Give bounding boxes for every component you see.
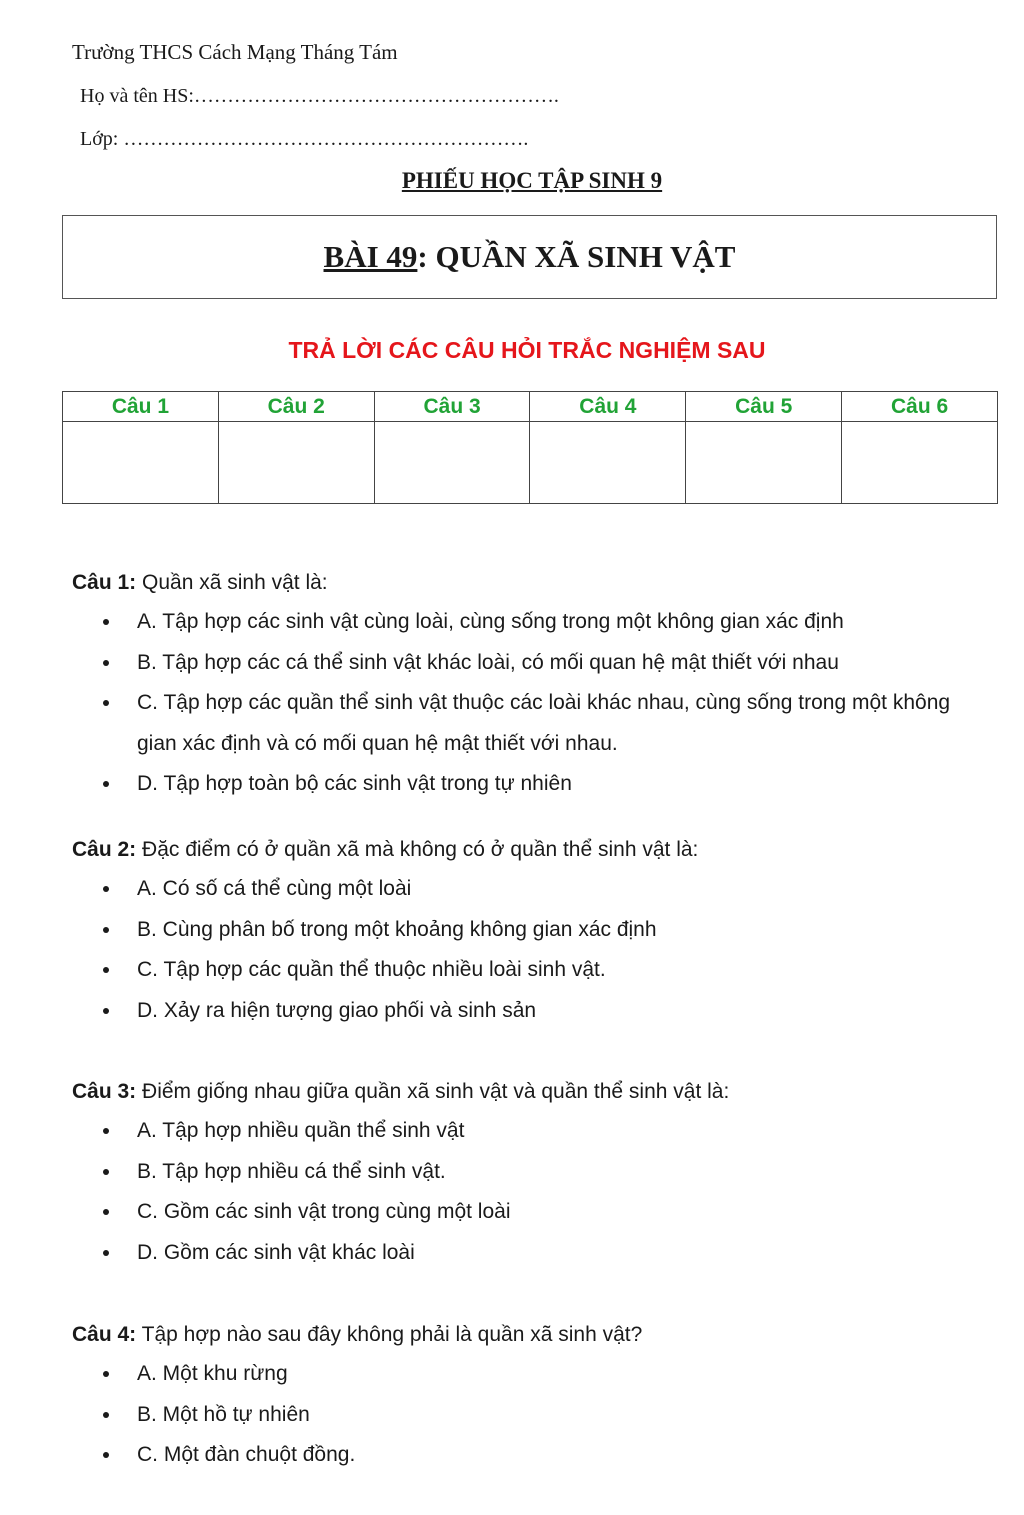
bullet-icon — [103, 886, 109, 892]
option-text: D. Xảy ra hiện tượng giao phối và sinh sản — [137, 998, 537, 1022]
bullet-icon — [103, 1169, 109, 1175]
question-3 — [72, 1079, 992, 1273]
lesson-title-box — [62, 215, 997, 299]
question-stem — [72, 1322, 992, 1348]
bullet-icon — [103, 1250, 109, 1256]
question-stem — [72, 570, 992, 596]
option-item — [72, 1192, 992, 1233]
bullet-icon — [103, 619, 109, 625]
option-item — [72, 910, 992, 951]
option-text: C. Một đàn chuột đồng. — [137, 1443, 356, 1466]
answer-cell[interactable] — [530, 422, 686, 504]
option-text: C. Gồm các sinh vật trong cùng một loài — [137, 1200, 511, 1223]
question-4 — [72, 1322, 992, 1476]
option-text: D. Gồm các sinh vật khác loài — [137, 1240, 415, 1264]
option-text: A. Tập hợp các sinh vật cùng loài, cùng sống trong một không gian xác định — [137, 610, 844, 633]
option-item — [72, 950, 992, 991]
answer-table — [62, 391, 998, 504]
option-item — [72, 1233, 992, 1274]
student-name-field — [80, 85, 559, 108]
option-list — [72, 1111, 992, 1273]
answer-header-cell: Câu 4 — [530, 392, 686, 422]
option-text: B. Một hồ tự nhiên — [137, 1402, 310, 1426]
question-stem — [72, 837, 992, 863]
option-text: A. Có số cá thể cùng một loài — [137, 877, 412, 900]
lesson-number: BÀI 49 — [323, 239, 418, 274]
option-item — [72, 602, 992, 643]
bullet-icon — [103, 1371, 109, 1377]
option-item — [72, 1395, 992, 1436]
answer-table-header-row — [63, 392, 998, 422]
option-text: B. Cùng phân bố trong một khoảng không gian xác định — [137, 917, 657, 941]
class-field — [80, 128, 528, 151]
question-text: Đặc điểm có ở quần xã mà không có ở quần thể sinh vật là: — [136, 838, 699, 861]
option-list — [72, 1354, 992, 1476]
answer-table-row — [63, 422, 998, 504]
question-label: Câu 1: — [72, 571, 137, 594]
question-label: Câu 4: — [72, 1323, 137, 1346]
bullet-icon — [103, 1209, 109, 1215]
answer-header-cell: Câu 2 — [218, 392, 374, 422]
option-item — [72, 643, 992, 684]
option-item — [72, 1354, 992, 1395]
option-item — [72, 869, 992, 910]
question-text: Điểm giống nhau giữa quần xã sinh vật và quần thể sinh vật là: — [136, 1080, 730, 1103]
option-item — [72, 1152, 992, 1193]
answer-cell[interactable] — [63, 422, 219, 504]
answer-header-cell: Câu 5 — [686, 392, 842, 422]
answer-cell[interactable] — [374, 422, 530, 504]
question-text: Tập hợp nào sau đây không phải là quần xã sinh vật? — [136, 1323, 643, 1346]
option-item — [72, 991, 992, 1032]
class-label: Lớp: — [80, 128, 119, 150]
question-label: Câu 3: — [72, 1080, 137, 1103]
answer-cell[interactable] — [842, 422, 998, 504]
lesson-topic: : QUẦN XÃ SINH VẬT — [417, 239, 736, 274]
bullet-icon — [103, 1412, 109, 1418]
option-text: C. Tập hợp các quần thể thuộc nhiều loài sinh vật. — [137, 958, 606, 981]
option-text: C. Tập hợp các quần thể sinh vật thuộc các loài khác nhau, cùng sống trong một không gian xác định và có mối quan hệ mật thiết với nhau. — [137, 691, 951, 755]
option-text: A. Một khu rừng — [137, 1362, 288, 1385]
question-stem — [72, 1079, 992, 1105]
student-name-dots: ………………………………………………. — [193, 85, 559, 107]
option-text: B. Tập hợp nhiều cá thể sinh vật. — [137, 1159, 446, 1183]
question-text: Quần xã sinh vật là: — [136, 571, 328, 594]
student-name-label: Họ và tên HS: — [80, 85, 194, 107]
question-1 — [72, 570, 992, 805]
class-dots: ……………………………………………………. — [123, 128, 529, 150]
bullet-icon — [103, 1128, 109, 1134]
option-item — [72, 1111, 992, 1152]
bullet-icon — [103, 967, 109, 973]
option-list — [72, 869, 992, 1031]
option-item — [72, 764, 992, 805]
bullet-icon — [103, 1008, 109, 1014]
option-text: A. Tập hợp nhiều quần thể sinh vật — [137, 1119, 465, 1142]
answer-header-cell: Câu 1 — [63, 392, 219, 422]
question-2 — [72, 837, 992, 1031]
option-text: B. Tập hợp các cá thể sinh vật khác loài, có mối quan hệ mật thiết với nhau — [137, 650, 839, 674]
option-item — [72, 683, 992, 764]
option-text: D. Tập hợp toàn bộ các sinh vật trong tự nhiên — [137, 772, 572, 795]
option-list — [72, 602, 992, 805]
bullet-icon — [103, 660, 109, 666]
answer-cell[interactable] — [218, 422, 374, 504]
bullet-icon — [103, 700, 109, 706]
bullet-icon — [103, 1452, 109, 1458]
school-name: Trường THCS Cách Mạng Tháng Tám — [72, 40, 398, 64]
bullet-icon — [103, 781, 109, 787]
question-label: Câu 2: — [72, 838, 137, 861]
option-item — [72, 1435, 992, 1476]
instruction-heading: TRẢ LỜI CÁC CÂU HỎI TRẮC NGHIỆM SAU — [288, 337, 766, 363]
bullet-icon — [103, 927, 109, 933]
answer-header-cell: Câu 3 — [374, 392, 530, 422]
answer-cell[interactable] — [686, 422, 842, 504]
answer-header-cell: Câu 6 — [842, 392, 998, 422]
sheet-title: PHIẾU HỌC TẬP SINH 9 — [401, 168, 663, 193]
